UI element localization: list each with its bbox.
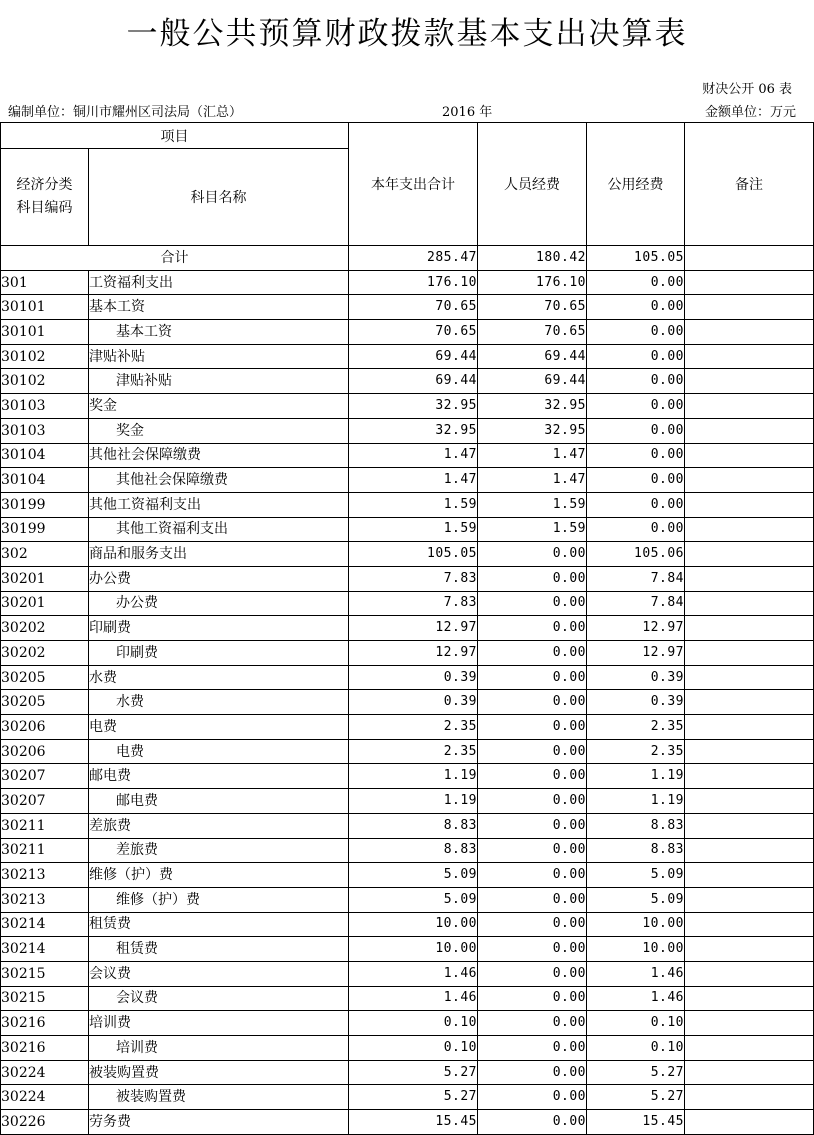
row-name: 基本工资: [89, 295, 349, 320]
table-row: [1, 517, 814, 542]
row-total: 5.09: [349, 887, 478, 912]
row-personnel: 0.00: [478, 1085, 587, 1110]
row-code: 30205: [1, 690, 89, 715]
row-public: 0.00: [587, 270, 685, 295]
row-public: 5.27: [587, 1060, 685, 1085]
row-code: 30224: [1, 1060, 89, 1085]
row-total: 176.10: [349, 270, 478, 295]
row-remark: [685, 1085, 814, 1110]
row-code: 30216: [1, 1036, 89, 1061]
row-public: 105.06: [587, 542, 685, 567]
row-remark: [685, 320, 814, 345]
total-amount: 285.47: [349, 246, 478, 271]
table-row: [1, 1060, 814, 1085]
row-remark: [685, 443, 814, 468]
row-personnel: 1.47: [478, 443, 587, 468]
table-row: [1, 1085, 814, 1110]
row-remark: [685, 418, 814, 443]
row-total: 0.10: [349, 1036, 478, 1061]
table-row: [1, 863, 814, 888]
row-remark: [685, 616, 814, 641]
row-total: 5.27: [349, 1060, 478, 1085]
row-name: 劳务费: [89, 1110, 349, 1135]
row-total: 7.83: [349, 591, 478, 616]
row-personnel: 0.00: [478, 887, 587, 912]
row-code: 30206: [1, 739, 89, 764]
row-name: 印刷费: [89, 616, 349, 641]
row-name: 会议费: [89, 961, 349, 986]
row-code: 30226: [1, 1110, 89, 1135]
page-title: 一般公共预算财政拨款基本支出决算表: [126, 16, 688, 52]
row-code: 302: [1, 542, 89, 567]
row-public: 12.97: [587, 616, 685, 641]
row-name: 租赁费: [89, 912, 349, 937]
header-total: 本年支出合计: [349, 123, 478, 246]
header-name: 科目名称: [89, 149, 349, 246]
row-personnel: 0.00: [478, 665, 587, 690]
row-code: 30103: [1, 418, 89, 443]
header-code-line1: 经济分类: [16, 177, 73, 193]
row-personnel: 0.00: [478, 591, 587, 616]
row-public: 15.45: [587, 1110, 685, 1135]
row-name: 租赁费: [89, 937, 349, 962]
row-personnel: 70.65: [478, 295, 587, 320]
row-name: 津贴补贴: [89, 344, 349, 369]
row-total: 8.83: [349, 838, 478, 863]
row-total: 10.00: [349, 937, 478, 962]
row-personnel: 1.59: [478, 492, 587, 517]
row-remark: [685, 1110, 814, 1135]
row-remark: [685, 764, 814, 789]
row-public: 0.00: [587, 492, 685, 517]
row-code: 30103: [1, 394, 89, 419]
row-public: 2.35: [587, 715, 685, 740]
table-row: [1, 764, 814, 789]
table-body: [1, 246, 814, 1135]
total-label: 合计: [1, 246, 349, 271]
row-personnel: 32.95: [478, 418, 587, 443]
row-name: 奖金: [89, 394, 349, 419]
row-personnel: 0.00: [478, 641, 587, 666]
row-remark: [685, 517, 814, 542]
table-row: [1, 715, 814, 740]
row-public: 1.46: [587, 986, 685, 1011]
row-public: 0.00: [587, 517, 685, 542]
row-remark: [685, 690, 814, 715]
row-personnel: 176.10: [478, 270, 587, 295]
row-public: 0.00: [587, 320, 685, 345]
row-code: 30201: [1, 566, 89, 591]
row-personnel: 0.00: [478, 838, 587, 863]
row-code: 30102: [1, 344, 89, 369]
row-total: 1.47: [349, 443, 478, 468]
total-row: [1, 246, 814, 271]
row-code: 30101: [1, 295, 89, 320]
row-total: 1.19: [349, 789, 478, 814]
row-total: 5.09: [349, 863, 478, 888]
row-personnel: 1.59: [478, 517, 587, 542]
row-remark: [685, 887, 814, 912]
row-personnel: 0.00: [478, 690, 587, 715]
row-public: 0.39: [587, 665, 685, 690]
row-personnel: 70.65: [478, 320, 587, 345]
table-row: [1, 1110, 814, 1135]
row-public: 2.35: [587, 739, 685, 764]
table-row: [1, 1036, 814, 1061]
row-personnel: 0.00: [478, 1110, 587, 1135]
row-total: 1.59: [349, 492, 478, 517]
row-public: 1.19: [587, 789, 685, 814]
table-row: [1, 616, 814, 641]
row-name: 培训费: [89, 1036, 349, 1061]
row-remark: [685, 295, 814, 320]
row-code: 30101: [1, 320, 89, 345]
row-name: 培训费: [89, 1011, 349, 1036]
row-personnel: 0.00: [478, 1011, 587, 1036]
row-public: 0.00: [587, 295, 685, 320]
header-code: [1, 149, 89, 246]
row-personnel: 32.95: [478, 394, 587, 419]
row-code: 30102: [1, 369, 89, 394]
row-public: 8.83: [587, 838, 685, 863]
row-name: 其他社会保障缴费: [89, 468, 349, 493]
header-code-line2: 科目编码: [16, 200, 73, 216]
row-name: 邮电费: [89, 764, 349, 789]
row-code: 30213: [1, 863, 89, 888]
table-row: [1, 542, 814, 567]
row-total: 70.65: [349, 295, 478, 320]
row-personnel: 0.00: [478, 566, 587, 591]
row-public: 0.00: [587, 369, 685, 394]
table-row: [1, 887, 814, 912]
row-name: 办公费: [89, 566, 349, 591]
table-row: [1, 690, 814, 715]
row-public: 7.84: [587, 591, 685, 616]
row-personnel: 0.00: [478, 912, 587, 937]
row-remark: [685, 986, 814, 1011]
row-public: 12.97: [587, 641, 685, 666]
row-remark: [685, 270, 814, 295]
row-name: 水费: [89, 690, 349, 715]
table-row: [1, 320, 814, 345]
table-row: [1, 566, 814, 591]
row-remark: [685, 789, 814, 814]
row-name: 差旅费: [89, 838, 349, 863]
row-remark: [685, 665, 814, 690]
row-total: 10.00: [349, 912, 478, 937]
row-personnel: 69.44: [478, 344, 587, 369]
row-public: 0.39: [587, 690, 685, 715]
row-total: 2.35: [349, 715, 478, 740]
row-personnel: 0.00: [478, 764, 587, 789]
row-personnel: 0.00: [478, 937, 587, 962]
row-personnel: 0.00: [478, 1060, 587, 1085]
row-remark: [685, 641, 814, 666]
table-row: [1, 665, 814, 690]
table-header: [1, 123, 814, 246]
row-name: 办公费: [89, 591, 349, 616]
row-total: 32.95: [349, 418, 478, 443]
row-total: 1.46: [349, 961, 478, 986]
row-name: 维修（护）费: [89, 863, 349, 888]
row-total: 1.46: [349, 986, 478, 1011]
row-name: 维修（护）费: [89, 887, 349, 912]
row-remark: [685, 739, 814, 764]
row-public: 1.19: [587, 764, 685, 789]
row-remark: [685, 912, 814, 937]
row-code: 30224: [1, 1085, 89, 1110]
row-code: 30202: [1, 641, 89, 666]
row-name: 其他社会保障缴费: [89, 443, 349, 468]
header-public: 公用经费: [587, 123, 685, 246]
row-public: 1.46: [587, 961, 685, 986]
row-name: 电费: [89, 715, 349, 740]
row-name: 会议费: [89, 986, 349, 1011]
row-total: 0.10: [349, 1011, 478, 1036]
total-remark: [685, 246, 814, 271]
row-public: 7.84: [587, 566, 685, 591]
row-total: 12.97: [349, 641, 478, 666]
row-total: 0.39: [349, 665, 478, 690]
row-remark: [685, 394, 814, 419]
row-public: 5.27: [587, 1085, 685, 1110]
header-remark: 备注: [685, 123, 814, 246]
row-code: 30206: [1, 715, 89, 740]
report-year: 2016 年: [442, 105, 493, 120]
table-row: [1, 813, 814, 838]
row-name: 基本工资: [89, 320, 349, 345]
row-total: 32.95: [349, 394, 478, 419]
row-total: 12.97: [349, 616, 478, 641]
row-name: 商品和服务支出: [89, 542, 349, 567]
row-name: 其他工资福利支出: [89, 492, 349, 517]
row-total: 5.27: [349, 1085, 478, 1110]
row-name: 水费: [89, 665, 349, 690]
table-row: [1, 641, 814, 666]
row-remark: [685, 813, 814, 838]
row-public: 0.00: [587, 443, 685, 468]
row-public: 10.00: [587, 937, 685, 962]
table-row: [1, 838, 814, 863]
row-personnel: 69.44: [478, 369, 587, 394]
row-remark: [685, 591, 814, 616]
row-code: 30199: [1, 492, 89, 517]
row-remark: [685, 961, 814, 986]
row-code: 30207: [1, 764, 89, 789]
row-total: 0.39: [349, 690, 478, 715]
row-total: 7.83: [349, 566, 478, 591]
table-row: [1, 468, 814, 493]
total-personnel: 180.42: [478, 246, 587, 271]
row-public: 0.00: [587, 344, 685, 369]
table-row: [1, 789, 814, 814]
row-total: 15.45: [349, 1110, 478, 1135]
row-personnel: 0.00: [478, 715, 587, 740]
row-public: 8.83: [587, 813, 685, 838]
row-name: 被装购置费: [89, 1060, 349, 1085]
row-remark: [685, 715, 814, 740]
row-code: 30104: [1, 468, 89, 493]
row-public: 10.00: [587, 912, 685, 937]
row-name: 奖金: [89, 418, 349, 443]
row-personnel: 0.00: [478, 961, 587, 986]
header-personnel: 人员经费: [478, 123, 587, 246]
table-row: [1, 937, 814, 962]
row-personnel: 0.00: [478, 789, 587, 814]
row-code: 30215: [1, 961, 89, 986]
row-total: 1.59: [349, 517, 478, 542]
expenditure-table: [0, 122, 814, 1135]
table-row: [1, 739, 814, 764]
row-total: 70.65: [349, 320, 478, 345]
table-row: [1, 394, 814, 419]
reporting-unit: 编制单位：铜川市耀州区司法局（汇总）: [8, 105, 243, 120]
row-code: 30205: [1, 665, 89, 690]
row-public: 0.10: [587, 1011, 685, 1036]
row-code: 30104: [1, 443, 89, 468]
row-remark: [685, 863, 814, 888]
row-remark: [685, 542, 814, 567]
row-remark: [685, 468, 814, 493]
row-name: 印刷费: [89, 641, 349, 666]
form-number: 财决公开 06 表: [702, 82, 792, 97]
row-public: 0.00: [587, 418, 685, 443]
row-personnel: 0.00: [478, 1036, 587, 1061]
row-personnel: 0.00: [478, 986, 587, 1011]
row-public: 0.00: [587, 394, 685, 419]
row-personnel: 0.00: [478, 542, 587, 567]
row-code: 30215: [1, 986, 89, 1011]
row-code: 30211: [1, 838, 89, 863]
row-name: 电费: [89, 739, 349, 764]
row-public: 5.09: [587, 887, 685, 912]
row-code: 30214: [1, 912, 89, 937]
row-total: 105.05: [349, 542, 478, 567]
row-personnel: 1.47: [478, 468, 587, 493]
row-personnel: 0.00: [478, 739, 587, 764]
row-remark: [685, 1011, 814, 1036]
row-name: 工资福利支出: [89, 270, 349, 295]
row-personnel: 0.00: [478, 616, 587, 641]
table-row: [1, 295, 814, 320]
table-row: [1, 986, 814, 1011]
row-name: 差旅费: [89, 813, 349, 838]
row-name: 被装购置费: [89, 1085, 349, 1110]
table-row: [1, 961, 814, 986]
row-code: 30216: [1, 1011, 89, 1036]
row-total: 1.19: [349, 764, 478, 789]
row-code: 30201: [1, 591, 89, 616]
header-item: 项目: [1, 123, 349, 149]
table-row: [1, 270, 814, 295]
row-total: 2.35: [349, 739, 478, 764]
row-remark: [685, 937, 814, 962]
row-remark: [685, 369, 814, 394]
row-name: 其他工资福利支出: [89, 517, 349, 542]
row-code: 30207: [1, 789, 89, 814]
row-code: 30199: [1, 517, 89, 542]
row-code: 30214: [1, 937, 89, 962]
table-row: [1, 1011, 814, 1036]
row-remark: [685, 1036, 814, 1061]
total-public: 105.05: [587, 246, 685, 271]
row-total: 69.44: [349, 369, 478, 394]
table-row: [1, 418, 814, 443]
table-row: [1, 443, 814, 468]
row-name: 邮电费: [89, 789, 349, 814]
row-code: 301: [1, 270, 89, 295]
amount-unit: 金额单位：万元: [704, 105, 796, 120]
table-row: [1, 591, 814, 616]
row-remark: [685, 566, 814, 591]
row-personnel: 0.00: [478, 813, 587, 838]
row-total: 69.44: [349, 344, 478, 369]
row-total: 1.47: [349, 468, 478, 493]
row-remark: [685, 344, 814, 369]
row-public: 5.09: [587, 863, 685, 888]
row-code: 30211: [1, 813, 89, 838]
table-row: [1, 344, 814, 369]
row-remark: [685, 1060, 814, 1085]
row-personnel: 0.00: [478, 863, 587, 888]
row-remark: [685, 492, 814, 517]
row-name: 津贴补贴: [89, 369, 349, 394]
row-code: 30202: [1, 616, 89, 641]
row-remark: [685, 838, 814, 863]
table-row: [1, 492, 814, 517]
row-code: 30213: [1, 887, 89, 912]
row-total: 8.83: [349, 813, 478, 838]
table-row: [1, 369, 814, 394]
row-public: 0.10: [587, 1036, 685, 1061]
table-row: [1, 912, 814, 937]
row-public: 0.00: [587, 468, 685, 493]
